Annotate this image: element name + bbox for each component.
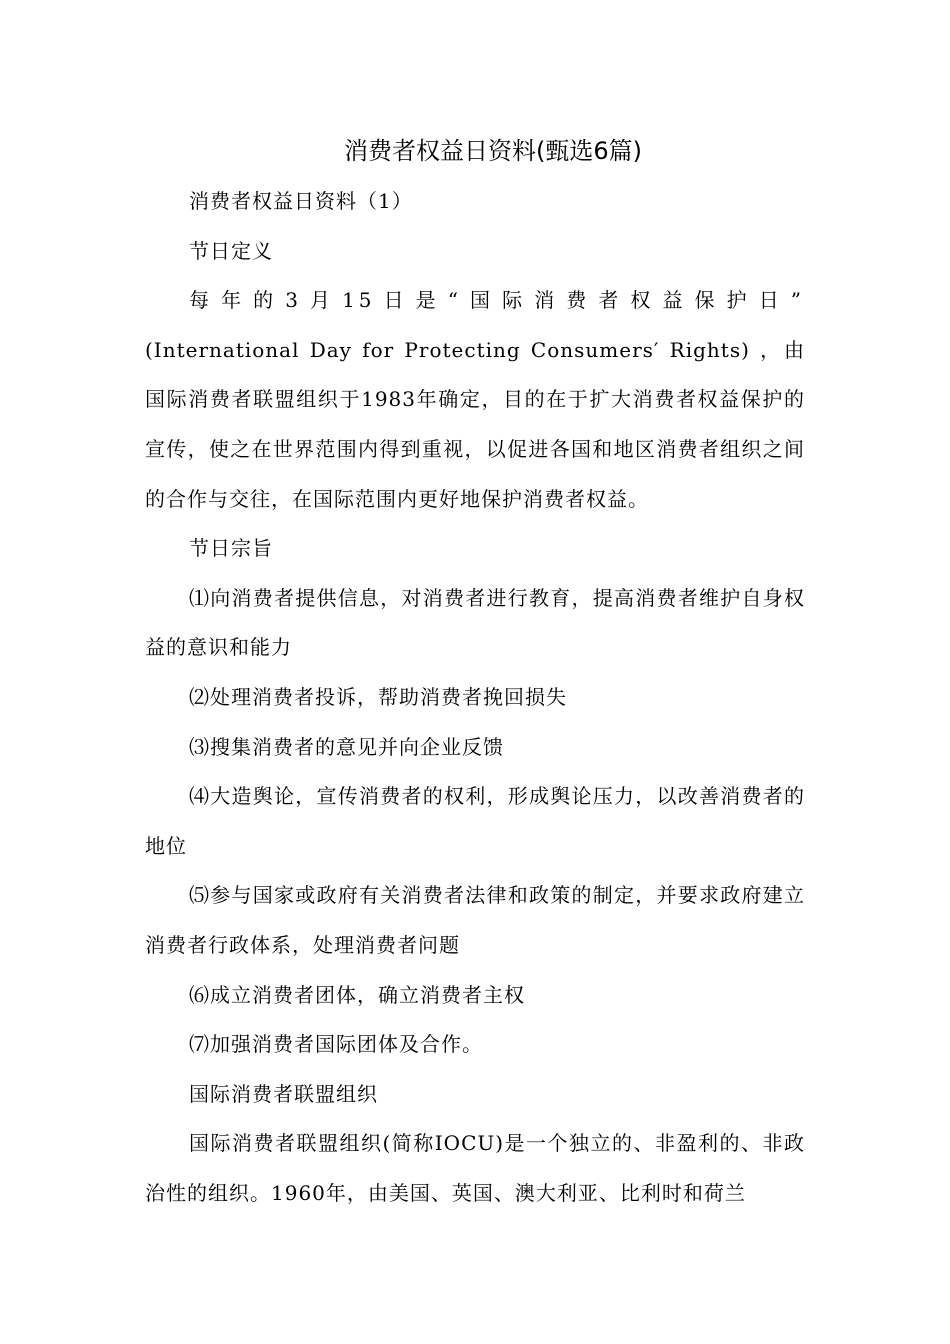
list-item: ⑵处理消费者投诉，帮助消费者挽回损失 <box>189 684 567 709</box>
paragraph: 每年的3月15日是“国际消费者权益保护日” <box>189 288 805 313</box>
list-item: ⑷大造舆论，宣传消费者的权利，形成舆论压力，以改善消费者的地位 <box>145 784 805 858</box>
paragraph: 国际消费者联盟组织(简称IOCU)是一个独立的、非盈利的、非政治性的组织。1960年，由美国、英国、澳大利亚、比利时和荷兰 <box>145 1131 805 1205</box>
subsection-heading: 节日宗旨 <box>189 536 273 561</box>
paragraph: (International Day for Protecting Consumers′ Rights) ，由国际消费者联盟组织于1983年确定，目的在于扩大消费者权益保护的宣传，使之在世界范围内得到重视，以促进各国和地区消费者组织之间的合作与交往，在国际范围内更好地保护消费者权益。 <box>145 337 805 511</box>
section-heading: 消费者权益日资料（1） <box>189 189 413 213</box>
document-title: 消费者权益日资料(甄选6篇) <box>344 137 642 165</box>
list-item: ⑶搜集消费者的意见并向企业反馈 <box>189 734 504 759</box>
list-item: ⑺加强消费者国际团体及合作。 <box>189 1032 483 1057</box>
subsection-heading: 节日定义 <box>189 238 273 263</box>
document-body <box>145 177 805 1218</box>
list-item: ⑹成立消费者团体，确立消费者主权 <box>189 982 525 1007</box>
list-item: ⑴向消费者提供信息，对消费者进行教育，提高消费者维护自身权益的意识和能力 <box>145 585 805 660</box>
subsection-heading: 国际消费者联盟组织 <box>189 1081 378 1106</box>
list-item: ⑸参与国家或政府有关消费者法律和政策的制定，并要求政府建立消费者行政体系，处理消费者问题 <box>145 883 805 957</box>
